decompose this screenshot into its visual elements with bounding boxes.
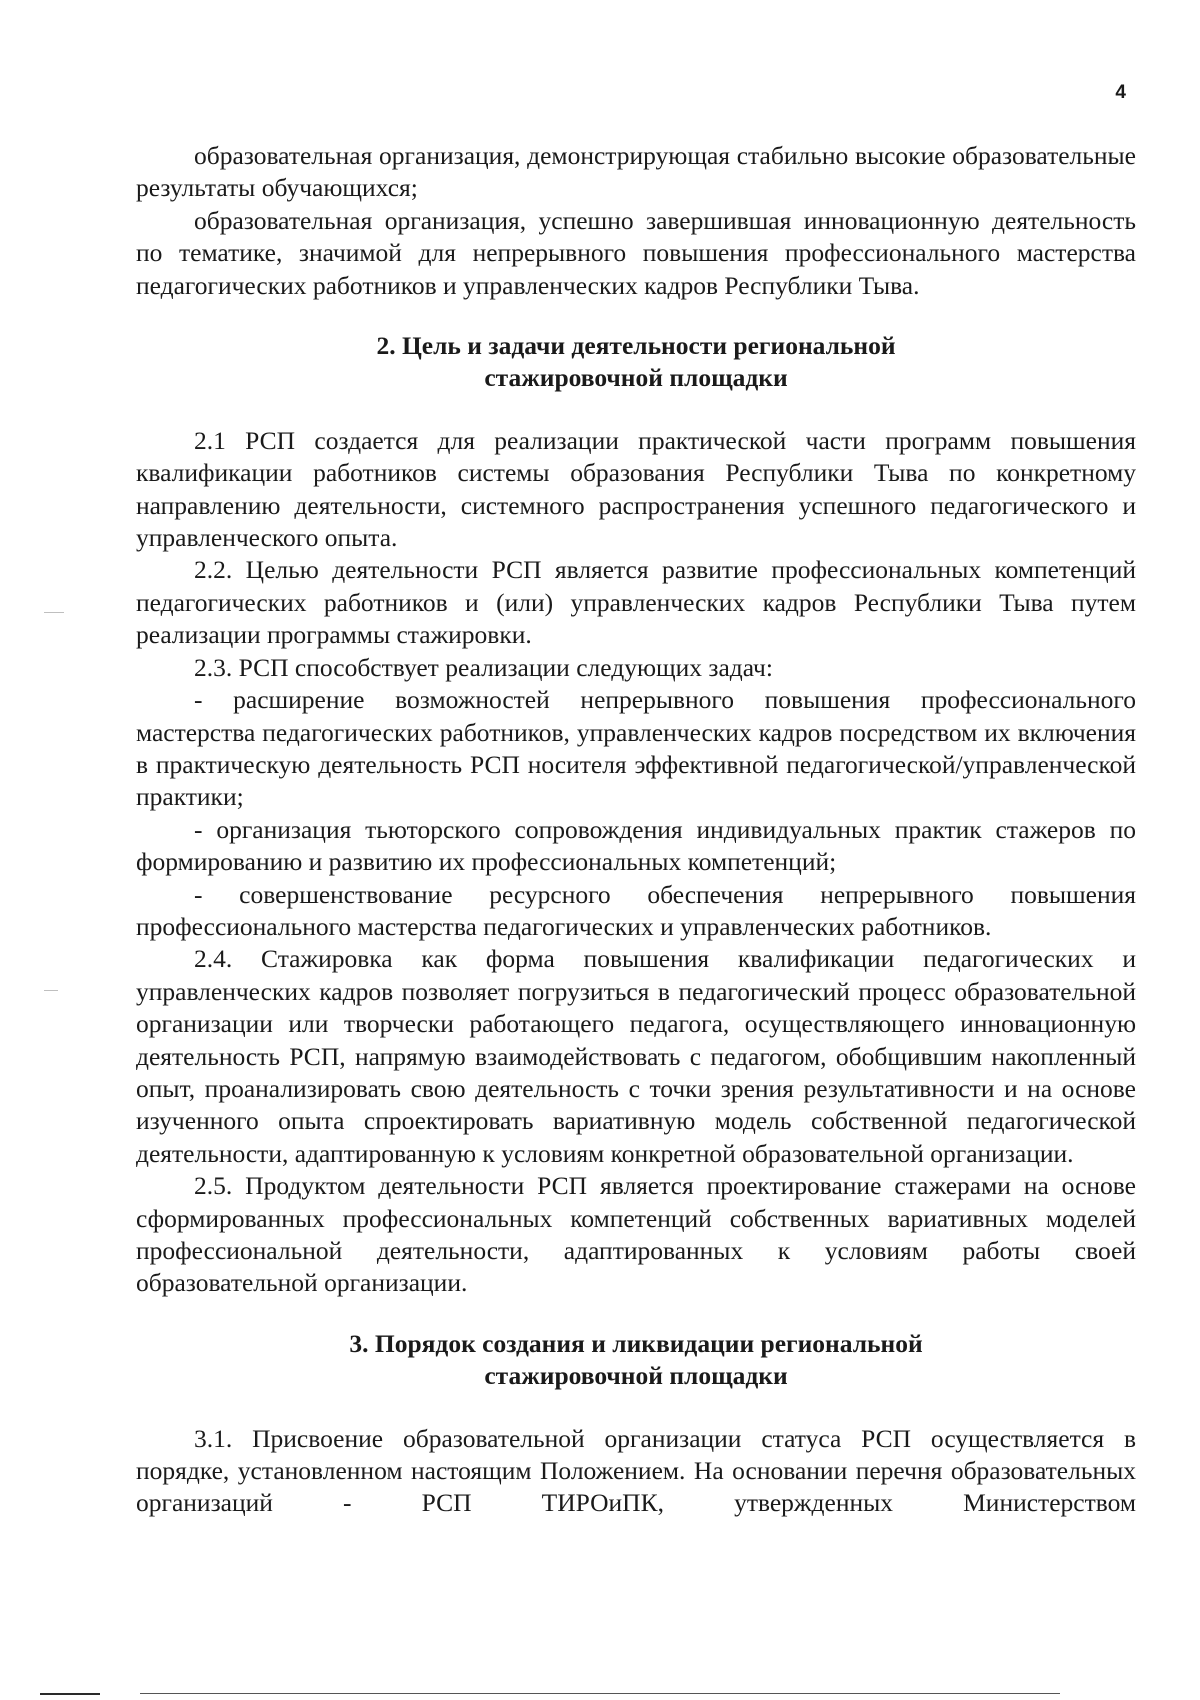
task-list-item: - совершенствование ресурсного обеспечения непрерывного повышения профессионального мастерства педагогических и управленческих работников. <box>136 879 1136 941</box>
section-2-title: 2. Цель и задачи деятельности региональной <box>376 331 896 361</box>
scan-bottom-edge <box>140 1693 1060 1694</box>
scan-bottom-edge <box>40 1693 100 1695</box>
paragraph-2-3: 2.3. РСП способствует реализации следующих задач: <box>194 652 773 682</box>
task-list-item: - организация тьюторского сопровождения индивидуальных практик стажеров по формированию и развитию их профессиональных компетенций; <box>136 814 1136 877</box>
task-list-item: - расширение возможностей непрерывного повышения профессионального мастерства педагогических работников, управленческих кадров посредством их включения в практическую деятельность РСП носителя эффективной педагогической/управленческой практики; <box>136 685 1136 812</box>
intro-paragraph: образовательная организация, успешно завершившая инновационную деятельность по тематике, значимой для непрерывного повышения профессионального мастерства педагогических работников и управленческих кадров Республики Тыва. <box>136 205 1136 300</box>
section-3-title: 3. Порядок создания и ликвидации региональной <box>349 1328 923 1358</box>
paragraph-2-4: 2.4. Стажировка как форма повышения квалификации педагогических и управленческих кадров позволяет погрузиться в педагогический процесс образовательной организации или творчески работающего педагога, осуществляющего инновационную деятельность РСП, напрямую взаимодействовать с педагогом, обобщившим накопленный опыт, проанализировать свою деятельность с точки зрения результативности и на основе изученного опыта спроектировать вариативную модель собственной педагогической деятельности, адаптированную к условиям конкретной образовательной организации. <box>136 944 1136 1168</box>
intro-paragraph: образовательная организация, демонстрирующая стабильно высокие образовательные результаты обучающихся; <box>136 141 1136 203</box>
paragraph-3-1: 3.1. Присвоение образовательной организации статуса РСП осуществляется в порядке, установленном настоящим Положением. На основании перечня образовательных организаций - РСП ТИРОиПК, утвержденных Министерством <box>136 1423 1136 1518</box>
scan-edge-mark <box>44 990 58 991</box>
section-2-title-line-2: стажировочной площадки <box>484 363 788 393</box>
paragraph-2-5: 2.5. Продуктом деятельности РСП является проектирование стажерами на основе сформированных профессиональных компетенций собственных вариативных моделей профессиональной деятельности, адаптированных к условиям работы своей образовательной организации. <box>136 1171 1136 1298</box>
paragraph-2-1: 2.1 РСП создается для реализации практической части программ повышения квалификации работников системы образования Республики Тыва по конкретному направлению деятельности, системного распространения успешного педагогического и управленческого опыта. <box>136 425 1136 553</box>
document-body <box>136 140 1136 1520</box>
paragraph-2-2: 2.2. Целью деятельности РСП является развитие профессиональных компетенций педагогических работников и (или) управленческих кадров Республики Тыва путем реализации программы стажировки. <box>136 555 1136 650</box>
page-number: 4 <box>1115 82 1126 103</box>
scan-edge-mark <box>44 612 64 613</box>
section-3-title-line-2: стажировочной площадки <box>484 1361 788 1391</box>
